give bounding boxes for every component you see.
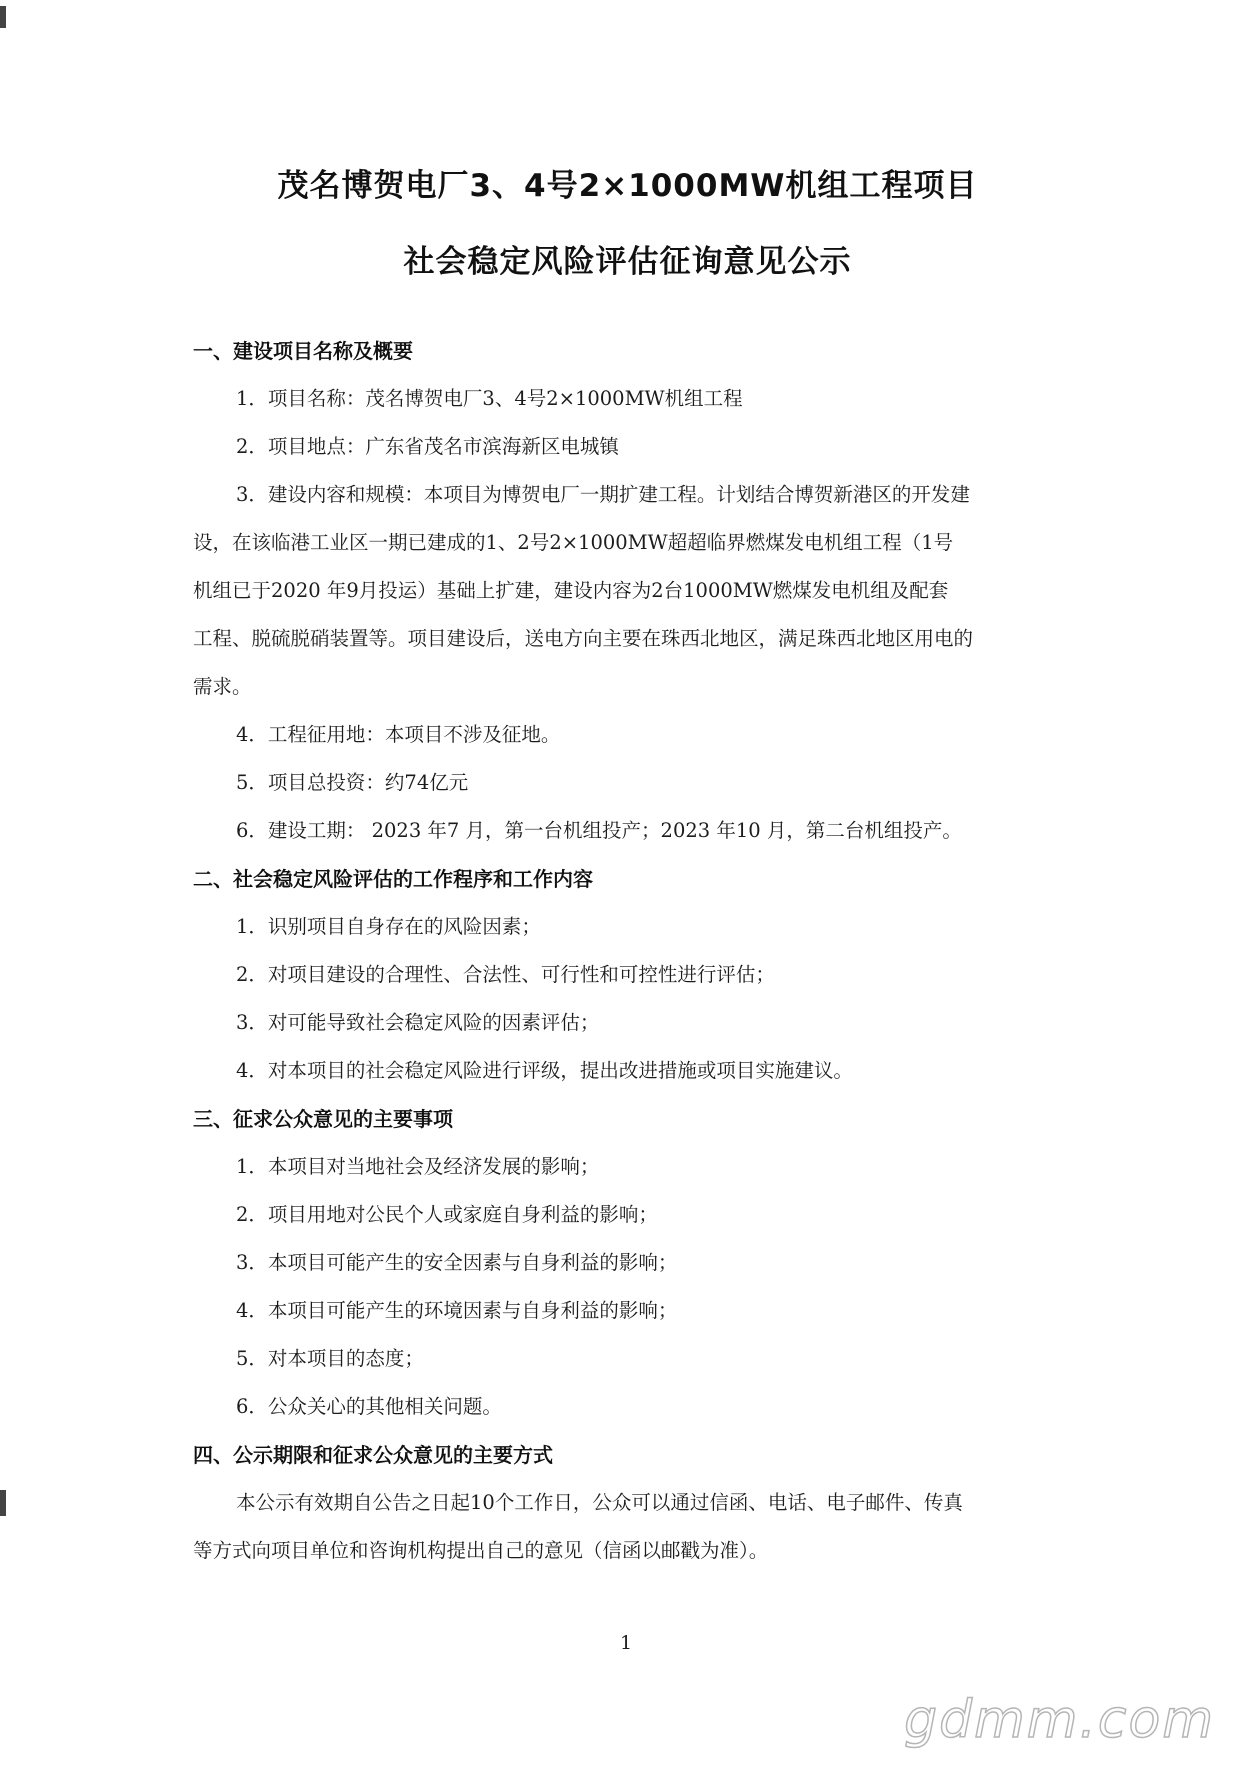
- list-item: 1．本项目对当地社会及经济发展的影响；: [236, 1155, 600, 1178]
- list-item: 4．本项目可能产生的环境因素与自身利益的影响；: [236, 1299, 678, 1322]
- paragraph-line: 等方式向项目单位和咨询机构提出自己的意见（信函以邮戳为准）。: [193, 1539, 769, 1562]
- list-item: 5．项目总投资：约74亿元: [236, 771, 469, 794]
- list-item: 6．建设工期： 2023 年7 月，第一台机组投产；2023 年10 月，第二台机组投产。: [236, 819, 962, 842]
- paragraph-line: 设，在该临港工业区一期已建成的1、2号2×1000MW超超临界燃煤发电机组工程（1号: [193, 531, 954, 554]
- list-item: 6．公众关心的其他相关问题。: [236, 1395, 502, 1418]
- list-item: 2．对项目建设的合理性、合法性、可行性和可控性进行评估；: [236, 963, 775, 986]
- list-item: 4．对本项目的社会稳定风险进行评级，提出改进措施或项目实施建议。: [236, 1059, 853, 1082]
- section-heading-4: 四、公示期限和征求公众意见的主要方式: [193, 1443, 553, 1467]
- paragraph-line: 需求。: [193, 675, 252, 698]
- document-title-line-1: 茂名博贺电厂3、4号2×1000MW机组工程项目: [277, 168, 978, 204]
- list-item: 4．工程征用地：本项目不涉及征地。: [236, 723, 561, 746]
- list-item: 2．项目用地对公民个人或家庭自身利益的影响；: [236, 1203, 658, 1226]
- scan-edge-mark: [0, 1490, 6, 1516]
- watermark: gdmm.com: [904, 1690, 1215, 1750]
- paragraph-line: 工程、脱硫脱硝装置等。项目建设后，送电方向主要在珠西北地区，满足珠西北地区用电的: [193, 627, 974, 650]
- list-item: 3．对可能导致社会稳定风险的因素评估；: [236, 1011, 600, 1034]
- page-number: 1: [620, 1632, 633, 1654]
- scan-edge-mark: [0, 6, 6, 28]
- paragraph-line: 机组已于2020 年9月投运）基础上扩建，建设内容为2台1000MW燃煤发电机组及配套: [193, 579, 949, 602]
- paragraph-line: 3．建设内容和规模：本项目为博贺电厂一期扩建工程。计划结合博贺新港区的开发建: [236, 483, 970, 506]
- section-heading-1: 一、建设项目名称及概要: [193, 339, 413, 363]
- list-item: 1．项目名称：茂名博贺电厂3、4号2×1000MW机组工程: [236, 387, 743, 410]
- paragraph-line: 本公示有效期自公告之日起10个工作日，公众可以通过信函、电话、电子邮件、传真: [236, 1491, 963, 1514]
- list-item: 5．对本项目的态度；: [236, 1347, 424, 1370]
- document-title-line-2: 社会稳定风险评估征询意见公示: [403, 244, 852, 280]
- list-item: 2．项目地点：广东省茂名市滨海新区电城镇: [236, 435, 619, 458]
- section-heading-3: 三、征求公众意见的主要事项: [193, 1107, 453, 1131]
- list-item: 1．识别项目自身存在的风险因素；: [236, 915, 541, 938]
- list-item: 3．本项目可能产生的安全因素与自身利益的影响；: [236, 1251, 678, 1274]
- section-heading-2: 二、社会稳定风险评估的工作程序和工作内容: [193, 867, 593, 891]
